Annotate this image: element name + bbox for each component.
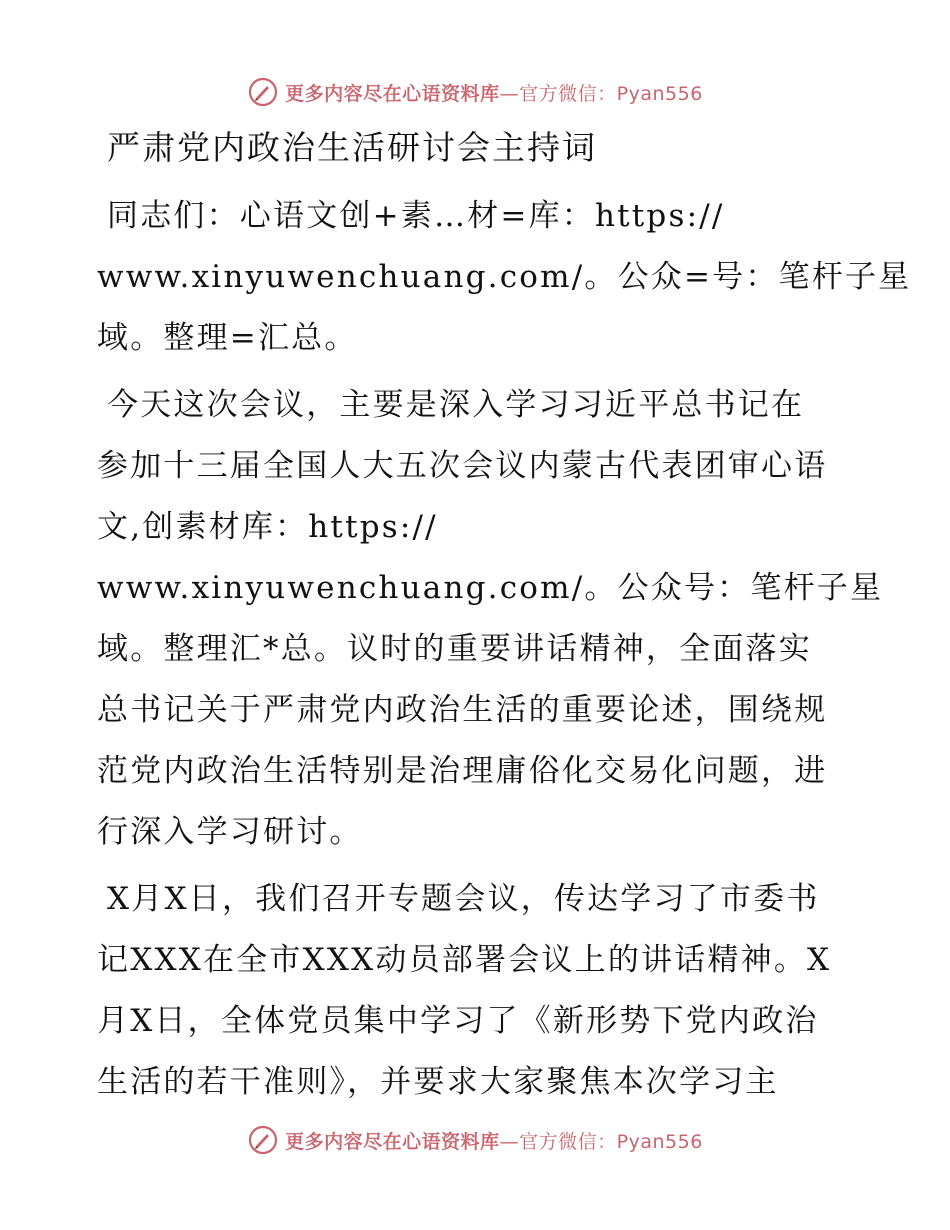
quill-logo-icon — [247, 76, 279, 108]
text-line: 文,创素材库：https:// — [97, 509, 438, 545]
text-line: www.xinyuwenchuang.com/。公众号：笔杆子星 — [97, 570, 884, 606]
footer-watermark-banner — [0, 1120, 950, 1160]
text-line: 行深入学习研讨。 — [97, 814, 363, 850]
text-line: 域。整理汇*总。议时的重要讲话精神，全面落实 — [97, 631, 812, 667]
document-body — [97, 126, 912, 1119]
text-line: 同志们：心语文创+素…材=库：https:// — [107, 198, 725, 234]
paragraph — [97, 869, 857, 1113]
text-line: 记XXX在全市XXX动员部署会议上的讲话精神。X — [97, 942, 832, 978]
text-line: www.xinyuwenchuang.com/。公众=号：笔杆子星 — [97, 259, 912, 295]
paragraph — [97, 375, 884, 863]
banner-text: 更多内容尽在心语资料库—官方微信：Pyan556 — [285, 82, 703, 105]
document-title: 严肃党内政治生活研讨会主持词 — [107, 128, 597, 167]
banner-text: 更多内容尽在心语资料库—官方微信：Pyan556 — [285, 1130, 703, 1153]
text-line: 月X日，全体党员集中学习了《新形势下党内政治 — [97, 1003, 819, 1039]
text-line: 范党内政治生活特别是治理庸俗化交易化问题，进 — [97, 753, 828, 789]
text-line: 生活的若干准则》，并要求大家聚焦本次学习主 — [97, 1064, 779, 1100]
quill-logo-icon — [247, 1124, 279, 1156]
header-watermark-banner — [0, 72, 950, 112]
paragraph — [97, 186, 912, 369]
text-line: 今天这次会议，主要是深入学习习近平总书记在 — [107, 387, 805, 423]
text-line: X月X日，我们召开专题会议，传达学习了市委书 — [107, 881, 820, 917]
text-line: 参加十三届全国人大五次会议内蒙古代表团审心语 — [97, 448, 828, 484]
text-line: 总书记关于严肃党内政治生活的重要论述，围绕规 — [97, 692, 828, 728]
text-line: 域。整理=汇总。 — [97, 320, 358, 356]
